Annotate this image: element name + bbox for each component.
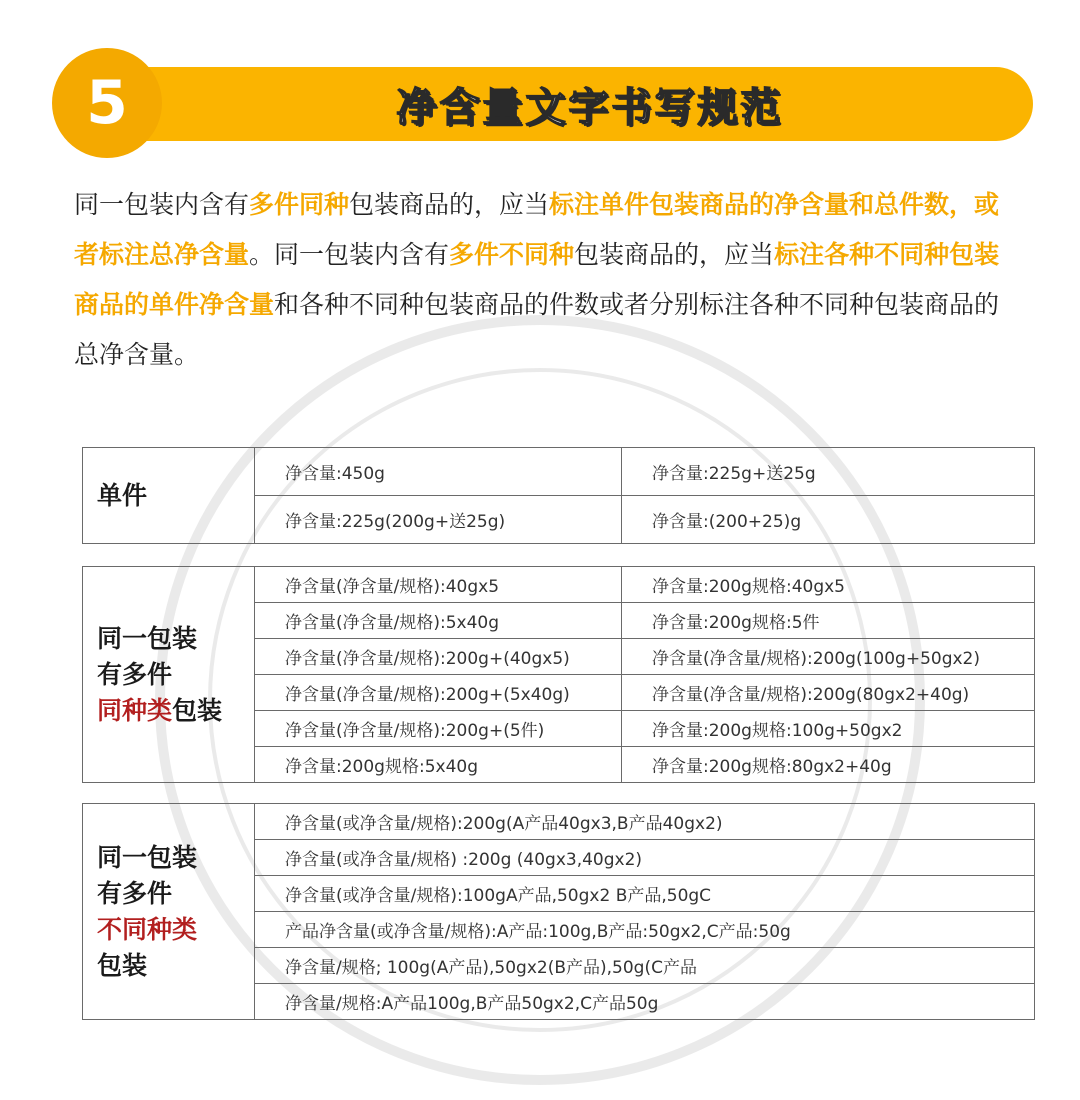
table-cell: 净含量(或净含量/规格):200g(A产品40gx3,B产品40gx2) [255, 804, 1035, 840]
table-cell: 净含量:(200+25)g [622, 496, 1035, 544]
category-line: 包装 [97, 950, 148, 980]
table-cell: 净含量:200g规格:40gx5 [622, 567, 1035, 603]
section-number-badge: 5 [52, 48, 162, 158]
intro-text: 同一包装内含有 [74, 190, 250, 219]
table-cell: 净含量/规格; 100g(A产品),50gx2(B产品),50g(C产品 [255, 948, 1035, 984]
intro-text: 和各种不同种包装商品的件数或者分别标注各种不同种包装商品的总净含量。 [74, 290, 1000, 369]
table-cell: 净含量(或净含量/规格):100gA产品,50gx2 B产品,50gC [255, 876, 1035, 912]
table-cell: 净含量:200g规格:80gx2+40g [622, 747, 1035, 783]
intro-highlight: 多件同种 [249, 190, 350, 219]
category-line: 有多件 [97, 878, 173, 908]
table-cell: 净含量(净含量/规格):200g(80gx2+40g) [622, 675, 1035, 711]
intro-highlight: 多件不同种 [449, 240, 575, 269]
table-cell: 净含量:225g(200g+送25g) [255, 496, 622, 544]
category-line: 同一包装 [97, 842, 198, 872]
table-cell: 净含量(净含量/规格):200g+(5x40g) [255, 675, 622, 711]
page-title: 净含量文字书写规范 [396, 84, 784, 131]
table-cell: 净含量(净含量/规格):200g(100g+50gx2) [622, 639, 1035, 675]
table-cell: 净含量(净含量/规格):200g+(5件) [255, 711, 622, 747]
same-kind-table [82, 566, 1035, 783]
table-row [83, 804, 1035, 840]
intro-paragraph [74, 180, 1014, 380]
table-cell: 净含量(净含量/规格):200g+(40gx5) [255, 639, 622, 675]
table-cell: 净含量:200g规格:100g+50gx2 [622, 711, 1035, 747]
category-line: 同一包装 [97, 623, 198, 653]
intro-text: 。同一包装内含有 [249, 240, 450, 269]
category-emphasis: 不同种类 [97, 914, 198, 944]
category-label: 单件 [83, 448, 255, 544]
table-cell: 净含量:450g [255, 448, 622, 496]
table-row [83, 567, 1035, 603]
table-cell: 净含量(或净含量/规格) :200g (40gx3,40gx2) [255, 840, 1035, 876]
table-cell: 净含量:200g规格:5件 [622, 603, 1035, 639]
intro-text: 包装商品的，应当 [574, 240, 775, 269]
category-line: 有多件 [97, 659, 173, 689]
single-item-table [82, 447, 1035, 544]
table-cell: 净含量:200g规格:5x40g [255, 747, 622, 783]
category-emphasis: 同种类 [97, 695, 173, 725]
category-line: 包装 [172, 695, 223, 725]
category-label [83, 804, 255, 1020]
intro-highlight: 标注各种不同种包装商品的单件净含量 [74, 240, 1000, 319]
table-cell: 产品净含量(或净含量/规格):A产品:100g,B产品:50gx2,C产品:50g [255, 912, 1035, 948]
category-label [83, 567, 255, 783]
different-kind-table [82, 803, 1035, 1020]
intro-text: 包装商品的，应当 [349, 190, 550, 219]
table-cell: 净含量(净含量/规格):5x40g [255, 603, 622, 639]
table-row [83, 448, 1035, 496]
table-cell: 净含量(净含量/规格):40gx5 [255, 567, 622, 603]
intro-highlight: 标注单件包装商品的净含量和总件数，或者标注总净含量 [74, 190, 1000, 269]
table-cell: 净含量/规格:A产品100g,B产品50gx2,C产品50g [255, 984, 1035, 1020]
table-cell: 净含量:225g+送25g [622, 448, 1035, 496]
